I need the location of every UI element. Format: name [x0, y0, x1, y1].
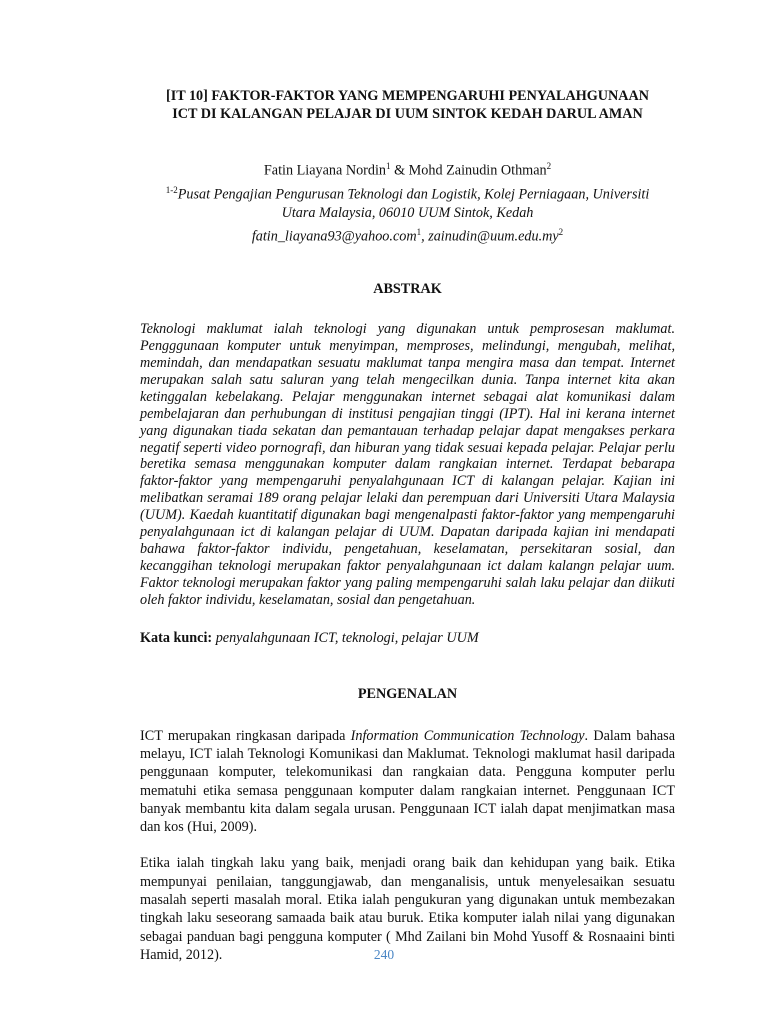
intro-heading: PENGENALAN	[357, 685, 458, 702]
author-separator: &	[390, 162, 409, 179]
email-2: zainudin@uum.edu.my	[428, 229, 559, 246]
affiliation-text-1: Pusat Pengajian Pengurusan Teknologi dan Logistik, Kolej Perniagaan, Universiti	[177, 186, 650, 203]
author-2: Mohd Zainudin Othman	[408, 162, 547, 179]
keywords-label: Kata kunci:	[140, 629, 213, 646]
abstract-heading: ABSTRAK	[373, 281, 442, 298]
author-2-superscript: 2	[546, 161, 552, 171]
author-line	[140, 157, 675, 181]
affiliation	[140, 181, 675, 247]
email-1-superscript: 1	[416, 227, 422, 238]
email-separator: ,	[421, 229, 429, 246]
keywords	[140, 629, 675, 648]
title-line-1: [IT 10] FAKTOR-FAKTOR YANG MEMPENGARUHI PENYALAHGUNAAN	[165, 88, 650, 104]
keywords-text: penyalahgunaan ICT, teknologi, pelajar UUM	[215, 629, 479, 646]
affiliation-line-2: Utara Malaysia, 06010 UUM Sintok, Kedah	[281, 205, 534, 222]
intro-p1-after: . Dalam bahasa melayu, ICT ialah Teknologi Komunikasi dan Maklumat. Teknologi maklumat hasil daripada penggunaan komputer, telekomunikasi dan rangkaian data. Pengguna komputer perlu mematuhi etika semasa penggunaan komputer dalam rangkaian internet. Penggunaan ICT banyak membantu kita dalam segala urusan. Penggunaan ICT ialah dapat menjimatkan masa dan kos (Hui, 2009).	[140, 727, 675, 836]
intro-p1-italic: Information Communication Technology	[350, 727, 585, 744]
author-1-superscript: 1	[386, 161, 391, 171]
email-1: fatin_liayana93@yahoo.com	[251, 229, 417, 246]
page-number: 240	[373, 947, 395, 962]
page-content	[140, 87, 675, 964]
title-line-2: ICT DI KALANGAN PELAJAR DI UUM SINTOK KEDAH DARUL AMAN	[172, 106, 643, 122]
email-2-superscript: 2	[558, 227, 564, 238]
affiliation-superscript: 1-2	[165, 184, 178, 195]
intro-paragraph-2: Etika ialah tingkah laku yang baik, menjadi orang baik dan kehidupan yang baik. Etika mempunyai penilaian, tanggungjawab, dan menganalisis, untuk menyelesaikan sesuatu masalah seperti masalah moral. Etika ialah pengukuran yang digunakan untuk membezakan tingkah laku seseorang samaada baik atau buruk. Etika komputer ialah nilai yang digunakan sebagai panduan bagi pengguna komputer ( Mhd Zailani bin Mohd Yusoff & Rosnaaini binti Hamid, 2012).	[140, 855, 675, 963]
email-line	[140, 223, 675, 247]
abstract-body: Teknologi maklumat ialah teknologi yang digunakan untuk pemprosesan maklumat. Pengggunaan komputer untuk menyimpan, memproses, melindungi, mengubah, melihat, memindah, dan mendapatkan sesuatu maklumat tanpa mengira masa dan tempat. Internet merupakan salah satu saluran yang telah mengecilkan dunia. Tanpa internet kita akan ketinggalan kebelakang. Pelajar menggunakan internet sebagai alat komunikasi dalam pembelajaran dan perhubungan di institusi pengajian tinggi (IPT). Hal ini kerana internet yang digunakan tiada sekatan dan pemantauan terhadap pelajar dapat mengakses perkara negatif seperti video pornografi, dan hiburan yang tidak sesuai kepada pelajar. Pelajar perlu beretika semasa menggunakan komputer dalam rangkaian internet. Terdapat bebarapa faktor-faktor yang mempengaruhi penyalahgunaan ICT di kalangan pelajar. Kajian ini melibatkan seramai 189 orang pelajar lelaki dan perempuan dari Universiti Utara Malaysia (UUM). Kaedah kuantitatif digunakan bagi mengenalpasti faktor-faktor yang mempengaruhi penyalahgunaan ict di kalangan pelajar di UUM. Dapatan daripada kajian ini mendapati bahawa faktor-faktor individu, pengetahuan, keselamatan, persekitaran sosial, dan kecanggihan teknologi merupakan faktor penyalahgunaan ict dalam kalangn pelajar uum. Faktor teknologi merupakan faktor yang paling mempengaruhi salah laku pelajar dan diikuti oleh faktor individu, keselamatan, sosial dan pengetahuan.	[140, 321, 675, 608]
intro-paragraph-1	[140, 727, 675, 837]
paper-title	[140, 87, 675, 123]
intro-p1-before: ICT merupakan ringkasan daripada	[140, 727, 351, 744]
author-1: Fatin Liayana Nordin	[263, 162, 387, 179]
affiliation-line-1	[140, 181, 675, 205]
